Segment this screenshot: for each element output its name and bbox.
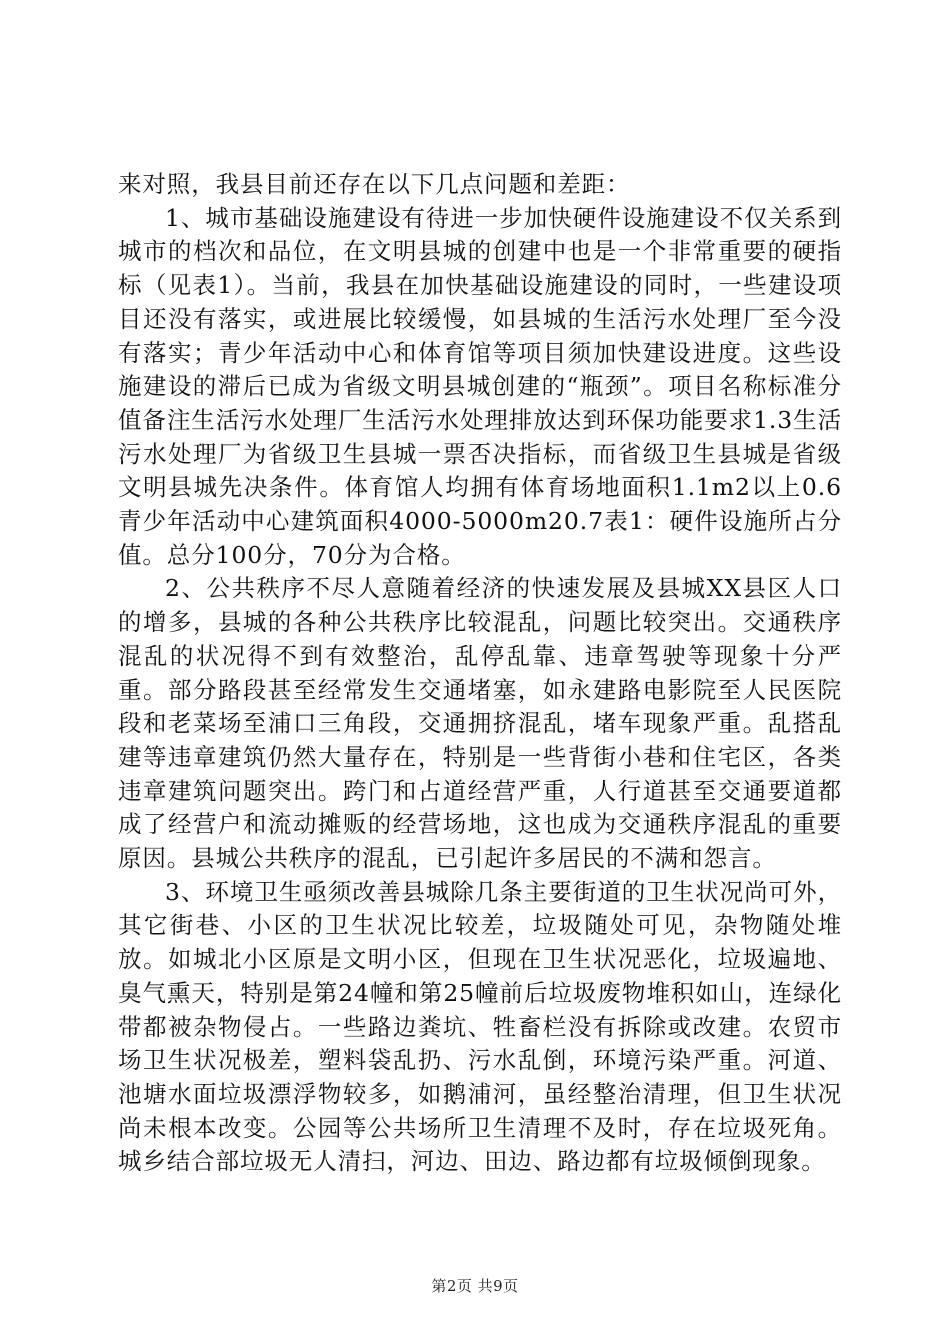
- paragraph-public-order: 2、公共秩序不尽人意随着经济的快速发展及县城XX县区人口的增多，县城的各种公共秩序比较混乱，问题比较突出。交通秩序混乱的状况得不到有效整治，乱停乱靠、违章驾驶等现象十分严重。部分路段甚至经常发生交通堵塞，如永建路电影院至人民医院段和老菜场至浦口三角段，交通拥挤混乱，堵车现象严重。乱搭乱建等违章建筑仍然大量存在，特别是一些背街小巷和住宅区，各类违章建筑问题突出。跨门和占道经营严重，人行道甚至交通要道都成了经营户和流动摊贩的经营场地，这也成为交通秩序混乱的重要原因。县城公共秩序的混乱，已引起许多居民的不满和怨言。: [118, 574, 842, 873]
- paragraph-sanitation: 3、环境卫生亟须改善县城除几条主要街道的卫生状况尚可外，其它街巷、小区的卫生状况比较差，垃圾随处可见，杂物随处堆放。如城北小区原是文明小区，但现在卫生状况恶化，垃圾遍地、臭气熏天，特别是第24幢和第25幢前后垃圾废物堆积如山，连绿化带都被杂物侵占。一些路边粪坑、牲畜栏没有拆除或改建。农贸市场卫生状况极差，塑料袋乱扔、污水乱倒，环境污染严重。河道、池塘水面垃圾漂浮物较多，如鹅浦河，虽经整治清理，但卫生状况尚未根本改变。公园等公共场所卫生清理不及时，存在垃圾死角。城乡结合部垃圾无人清扫，河边、田边、路边都有垃圾倾倒现象。: [118, 877, 842, 1176]
- intro-paragraph: 来对照，我县目前还存在以下几点问题和差距：: [118, 170, 631, 198]
- page-number-footer: 第2页 共9页: [431, 1277, 519, 1295]
- document-body: [118, 168, 842, 1179]
- paragraph-infrastructure: 1、城市基础设施建设有待进一步加快硬件设施建设不仅关系到城市的档次和品位，在文明县城的创建中也是一个非常重要的硬指标（见表1）。当前，我县在加快基础设施建设的同时，一些建设项目还没有落实，或进展比较缓慢，如县城的生活污水处理厂至今没有落实；青少年活动中心和体育馆等项目须加快建设进度。这些设施建设的滞后已成为省级文明县城创建的“瓶颈”。项目名称标准分值备注生活污水处理厂生活污水处理排放达到环保功能要求1.3生活污水处理厂为省级卫生县城一票否决指标，而省级卫生县城是省级文明县城先决条件。体育馆人均拥有体育场地面积1.1m2以上0.6青少年活动中心建筑面积4000-5000m20.7表1：硬件设施所占分值。总分100分，70分为合格。: [118, 203, 842, 569]
